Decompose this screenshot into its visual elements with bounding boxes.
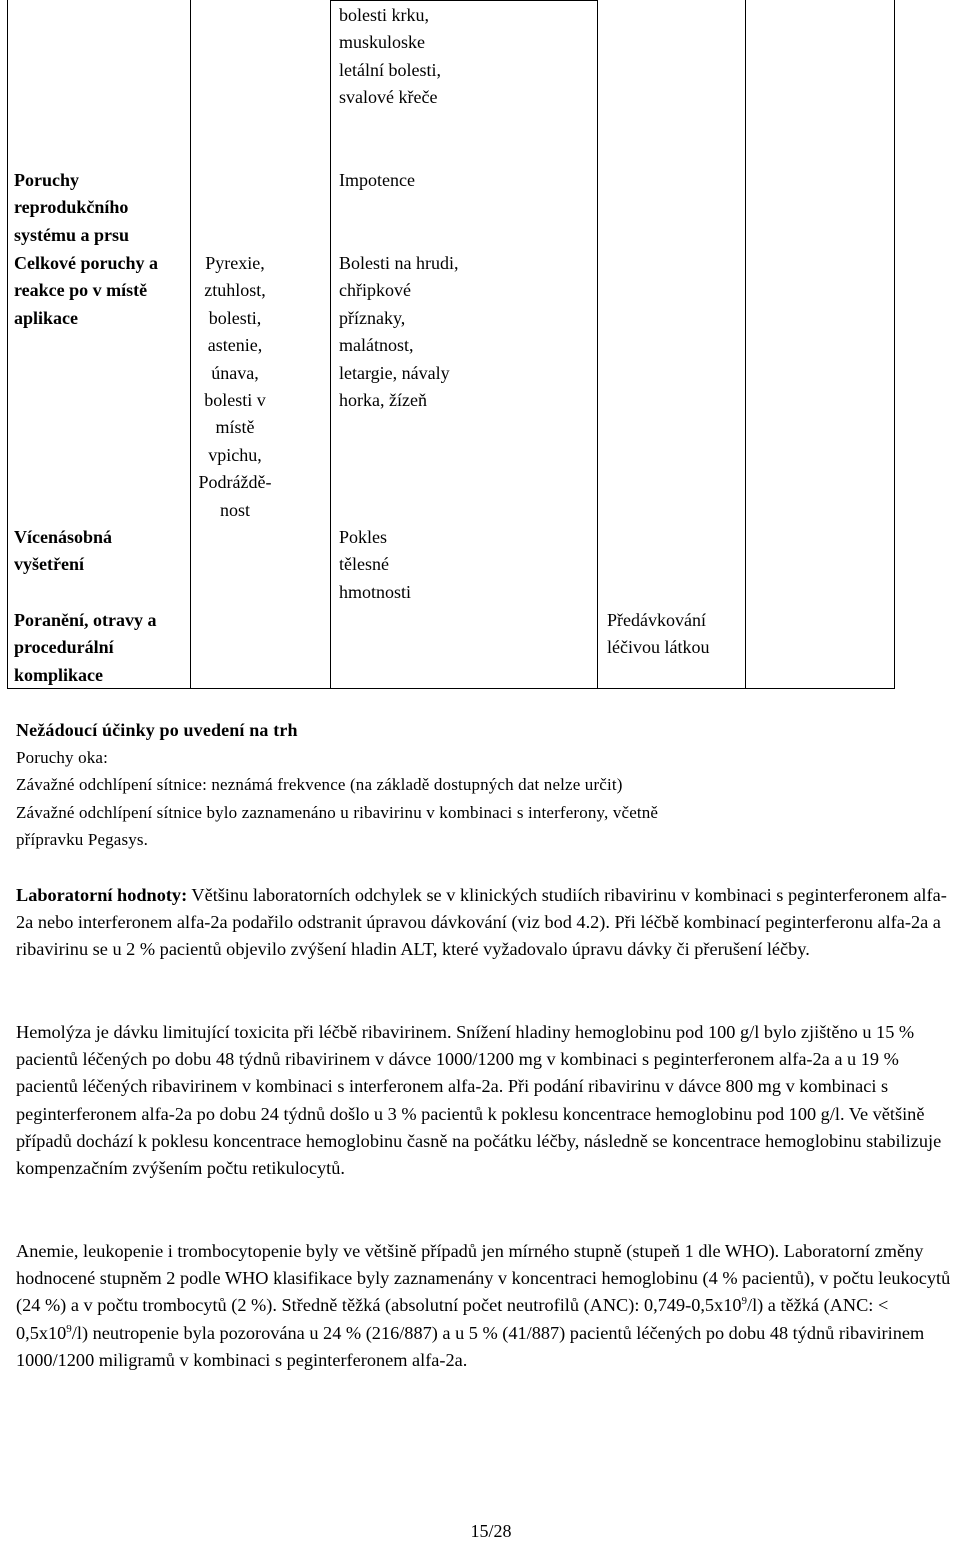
lab-values-text: Většinu laboratorních odchylek se v klinických studiích ribavirinu v kombinaci s peginterferonem alfa-2a nebo interferonem alfa-2a podařilo odstranit úpravou dávkování (viz bod 4.2). Při léčbě kombinací peginterferonu alfa-2a a ribavirinu se u 2 % pacientů objevilo zvýšení hladin ALT, které vyžadovalo úpravu dávky či přerušení léčby. (16, 885, 947, 960)
table-border-left (7, 0, 8, 689)
postmarketing-heading: Nežádoucí účinky po uvedení na trh (16, 720, 298, 740)
page-number: 15/28 (470, 1521, 512, 1541)
hemolysis-text: Hemolýza je dávku limitující toxicita při léčbě ribavirinem. Snížení hladiny hemoglobinu pod 100 g/l bylo zjištěno u 15 % pacientů léčených po dobu 48 týdnů ribavirinem v dávce 1000/1200 mg v kombinaci s peginterferonem alfa-2a a u 19 % pacientů léčených ribavirinem v kombinaci s interferonem alfa-2a. Při podání ribavirinu v dávce 800 mg v kombinaci s peginterferonem alfa-2a po dobu 24 týdnů došlo u 3 % pacientů k poklesu koncentrace hemoglobinu pod 100 g/l. Ve většině případů dochází k poklesu koncentrace hemoglobinu časně na počátku léčby, následně se koncentrace hemoglobinu stabilizuje kompenzačním zvýšením počtu retikulocytů. (16, 1022, 942, 1179)
retinal-detachment-frequency: Závažné odchlípení sítnice: neznámá frekvence (na základě dostupných dat nelze určit) (16, 775, 623, 795)
table-border-right (894, 0, 895, 689)
table-divider-3 (597, 0, 598, 689)
anemia-sup-1: 9 (741, 1295, 747, 1308)
eye-disorders-heading: Poruchy oka: (16, 748, 108, 768)
retinal-detachment-note-end: přípravku Pegasys. (16, 829, 149, 849)
anemia-text-3: /l) neutropenie byla pozorována u 24 % (216/887) a u 5 % (41/887) pacientů léčených po dobu 48 týdnů ribavirinem 1000/1200 miligramů v kombinaci s peginterferonem alfa-2a. (16, 1322, 925, 1370)
anemia-paragraph (16, 1238, 951, 1374)
adverse-reactions-table (0, 0, 960, 690)
lab-values-paragraph (16, 882, 951, 964)
general-disorders-uncommon: Bolesti na hrudi, chřipkové příznaky, malátnost, letargie, návaly horka, žízeň (339, 253, 459, 411)
musculoskeletal-uncommon: bolesti krku, muskuloske letální bolesti, svalové křeče (339, 5, 441, 108)
soc-injury: Poranění, otravy a procedurální komplikace (14, 610, 157, 685)
anemia-sup-2: 9 (66, 1322, 72, 1335)
retinal-detachment-note: Závažné odchlípení sítnice bylo zaznamenáno u ribavirinu v kombinaci s interferony, včetně (16, 802, 659, 822)
anemia-text-2: /l) a těžká (ANC: < 0,5x10 (16, 1295, 889, 1343)
table-border-top (330, 0, 598, 1)
postmarketing-section (16, 717, 951, 853)
injury-rare: Předávkování léčivou látkou (607, 610, 710, 658)
anemia-text-1: Anemie, leukopenie i trombocytopenie byly ve většině případů jen mírného stupně (stupeň 1 dle WHO). Laboratorní změny hodnocené stupněm 2 podle WHO klasifikace byly zaznamenány v koncentraci hemoglobinu (4 % pacientů), v počtu leukocytů (24 %) a v počtu trombocytů (2 %). Středně těžká (absolutní počet neutrofilů (ANC): 0,749-0,5x10 (16, 1241, 951, 1316)
table-divider-4 (745, 0, 746, 689)
soc-investigations: Vícenásobná vyšetření (14, 527, 113, 575)
table-divider-2 (330, 0, 331, 689)
investigations-uncommon: Pokles tělesné hmotnosti (339, 527, 412, 602)
soc-general-disorders: Celkové poruchy a reakce po v místě aplikace (14, 253, 158, 328)
hemolysis-paragraph (16, 1019, 951, 1182)
soc-reproductive: Poruchy reprodukčního systému a prsu (14, 170, 130, 245)
general-disorders-common: Pyrexie, ztuhlost, bolesti, astenie, únava, bolesti v místě vpichu, Podráždě-nost (198, 253, 272, 520)
lab-values-label: Laboratorní hodnoty: (16, 885, 188, 905)
table-divider-1 (190, 0, 191, 689)
reproductive-uncommon: Impotence (339, 170, 415, 190)
